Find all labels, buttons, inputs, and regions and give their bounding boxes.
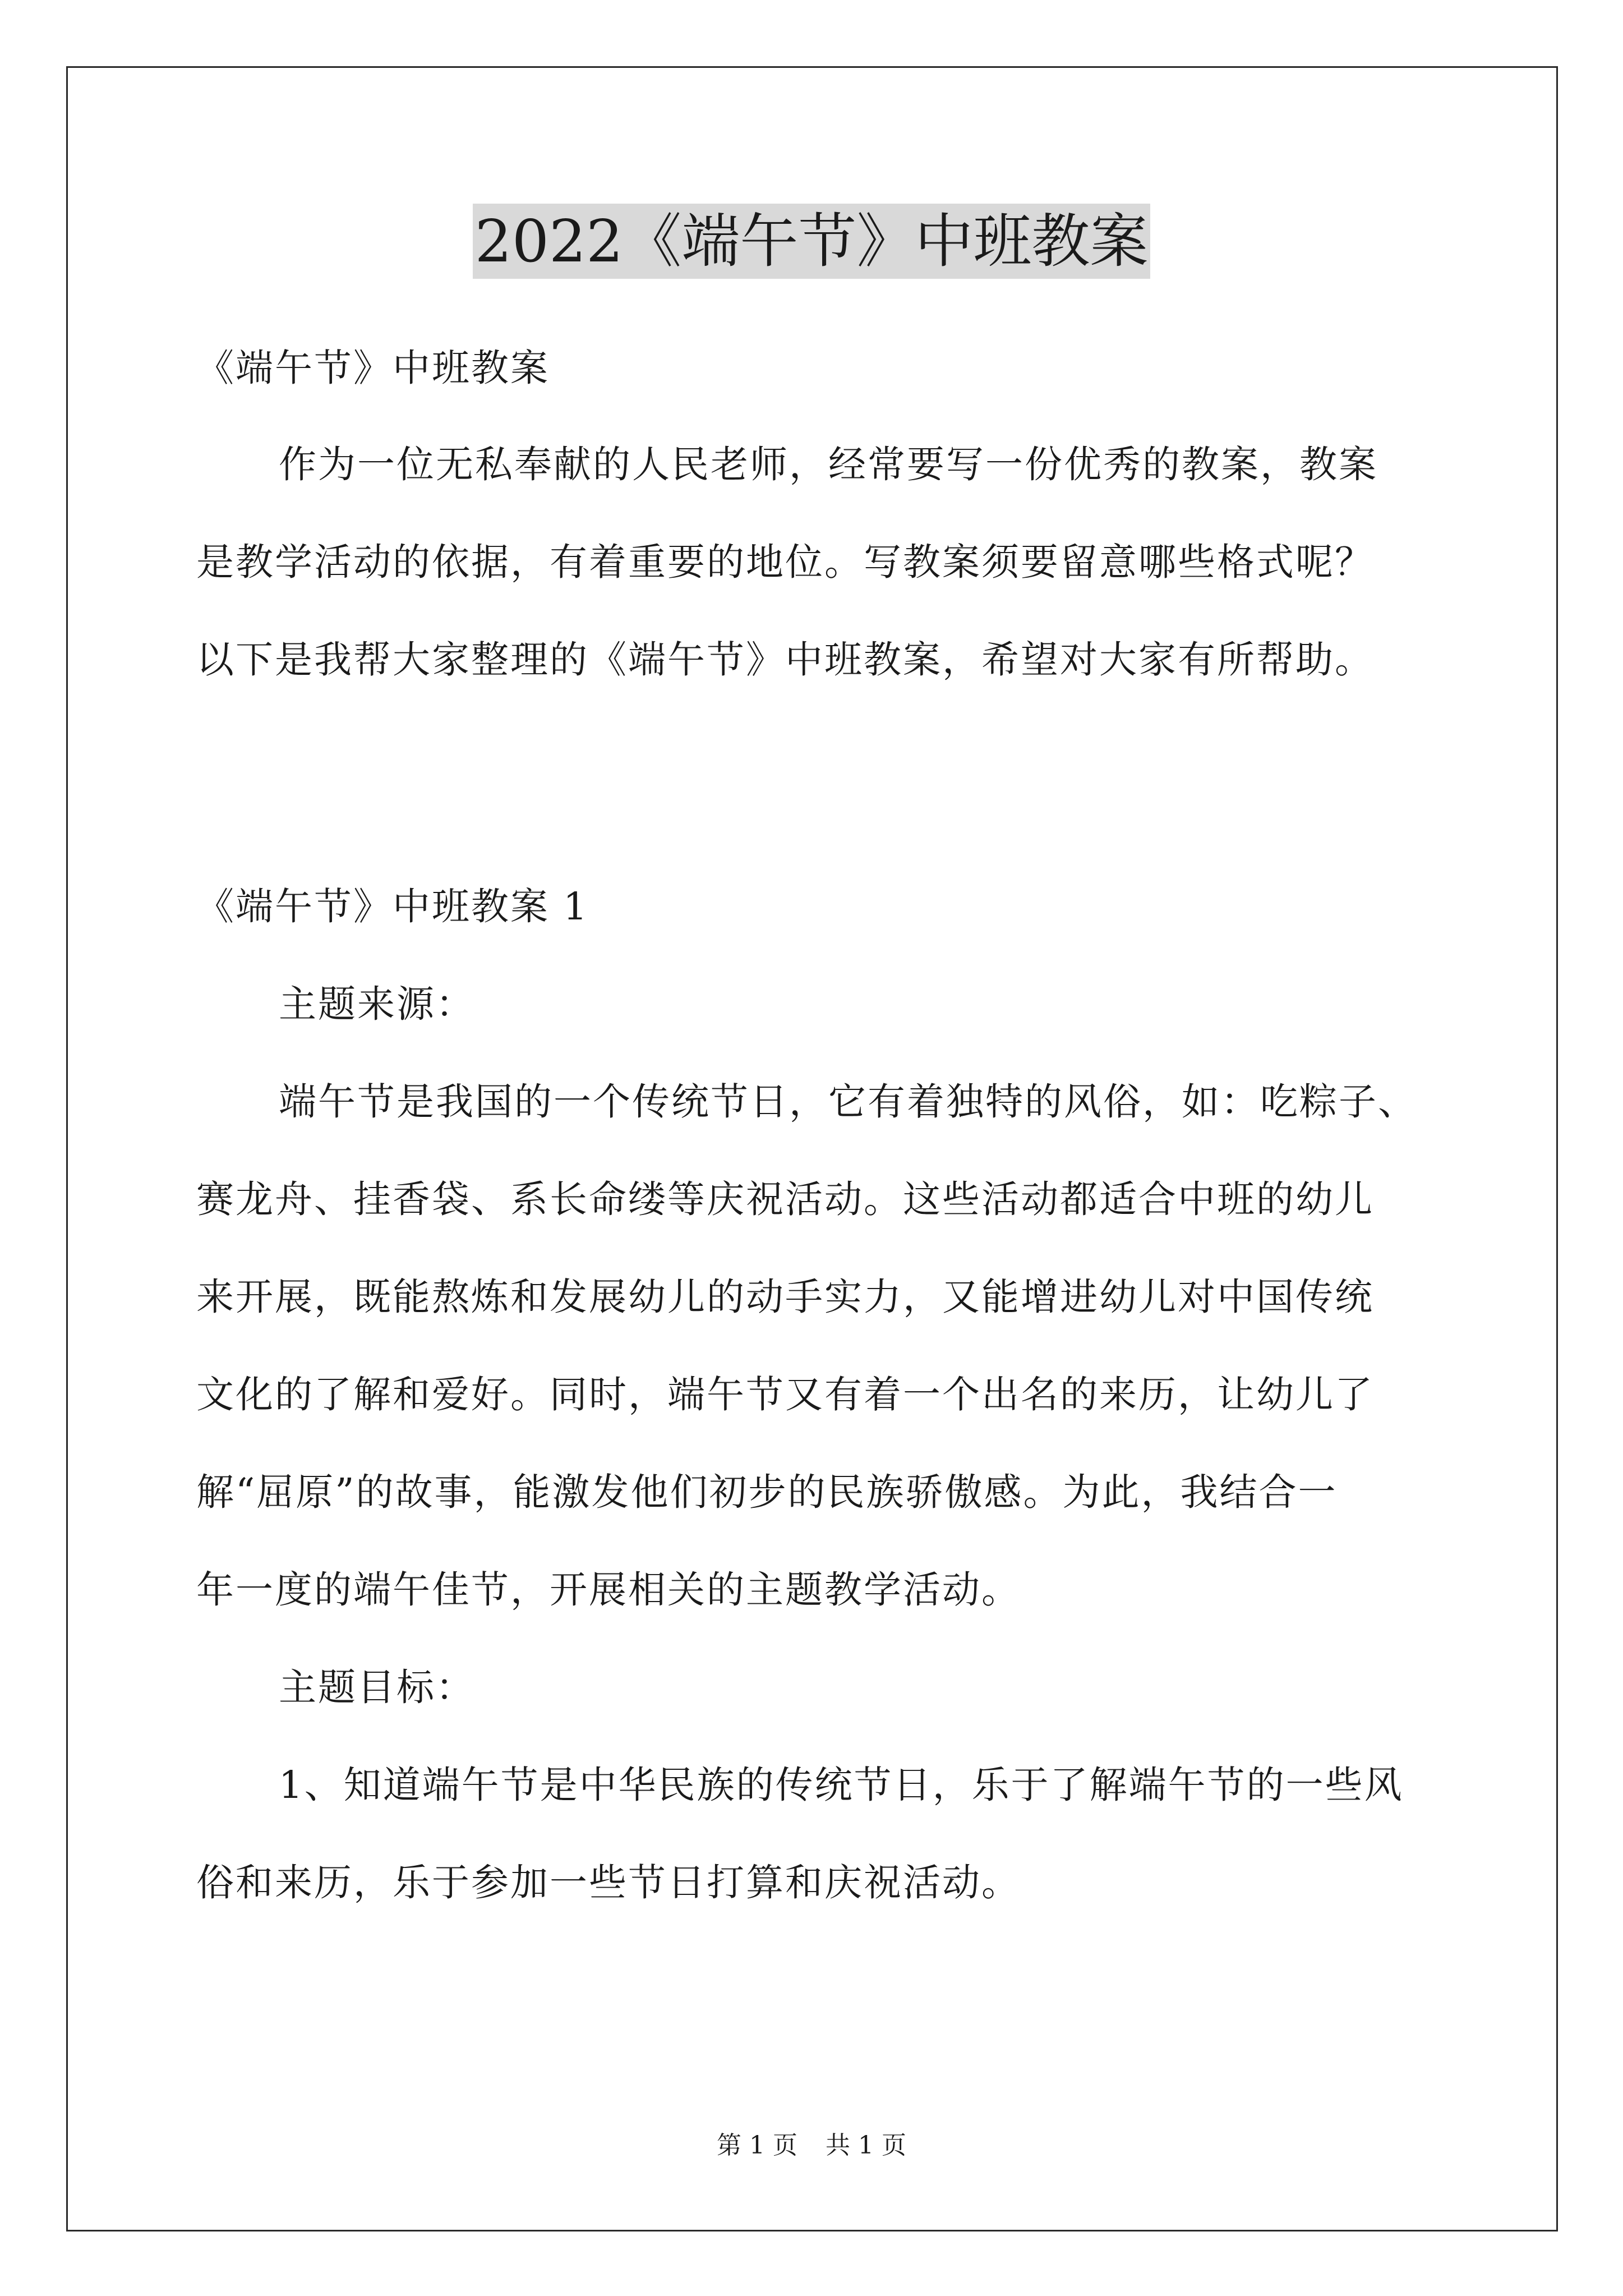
section-heading: 《端午节》中班教案 1 — [196, 885, 589, 928]
paragraph-line: 文化的了解和爱好。同时，端午节又有着一个出名的来历，让幼儿了 — [196, 1373, 1374, 1416]
paragraph-line: 端午节是我国的一个传统节日，它有着独特的风俗，如：吃粽子、 — [279, 1080, 1417, 1124]
paragraph-line: 年一度的端午佳节，开展相关的主题教学活动。 — [196, 1568, 1021, 1612]
paragraph-line: 俗和来历，乐于参加一些节日打算和庆祝活动。 — [196, 1861, 1021, 1904]
page-footer — [0, 2129, 1623, 2162]
page-number-current: 第 1 页 — [717, 2131, 797, 2160]
paragraph-line: 作为一位无私奉献的人民老师，经常要写一份优秀的教案，教案 — [279, 443, 1378, 486]
paragraph-line: 来开展，既能熬炼和发展幼儿的动手实力，又能增进幼儿对中国传统 — [196, 1275, 1374, 1319]
page-number-total: 共 1 页 — [826, 2131, 906, 2160]
document-title — [0, 202, 1623, 280]
paragraph-line: 赛龙舟、挂香袋、系长命缕等庆祝活动。这些活动都适合中班的幼儿 — [196, 1177, 1374, 1221]
document-title-text: 2022《端午节》中班教案 — [473, 204, 1151, 279]
paragraph-line: 是教学活动的依据，有着重要的地位。写教案须要留意哪些格式呢？ — [196, 540, 1374, 584]
section-heading: 《端午节》中班教案 — [196, 346, 550, 390]
paragraph-line: 1、知道端午节是中华民族的传统节日，乐于了解端午节的一些风 — [279, 1763, 1404, 1807]
page-border — [66, 66, 1558, 2231]
subheading: 主题目标： — [279, 1665, 475, 1709]
paragraph-line: 以下是我帮大家整理的《端午节》中班教案，希望对大家有所帮助。 — [196, 638, 1374, 682]
subheading: 主题来源： — [279, 982, 475, 1026]
paragraph-line: 解“屈原”的故事，能激发他们初步的民族骄傲感。为此，我结合一 — [196, 1470, 1338, 1514]
